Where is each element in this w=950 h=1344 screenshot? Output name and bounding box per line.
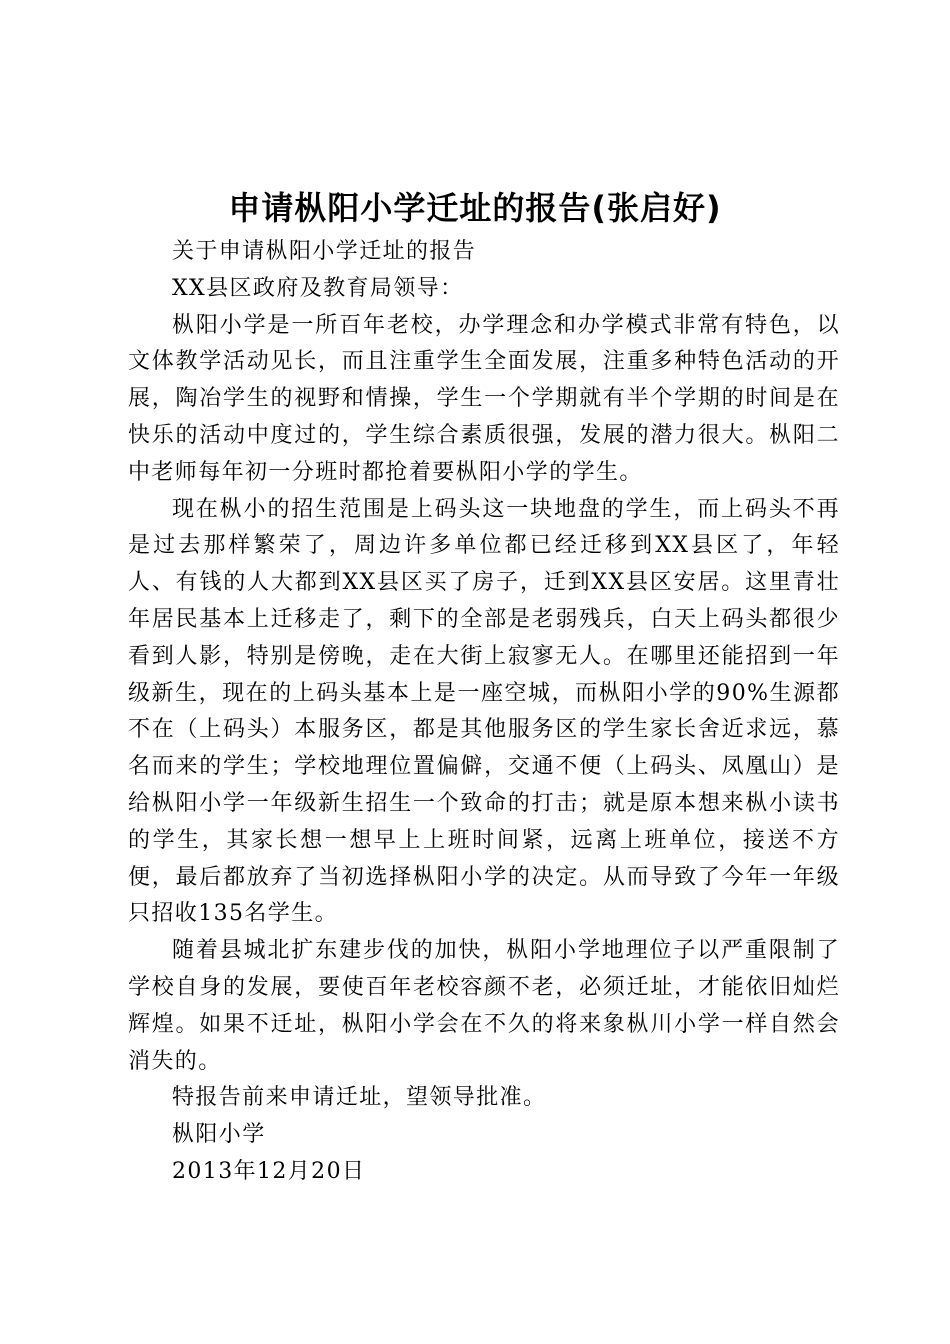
document-body bbox=[128, 234, 840, 1191]
subject-line: 关于申请枞阳小学迁址的报告 bbox=[172, 239, 477, 264]
document-title: 申请枞阳小学迁址的报告(张启好) bbox=[228, 189, 722, 227]
body-paragraph-2: 现在枞小的招生范围是上码头这一块地盘的学生，而上码头不再是过去那样繁荣了，周边许多单位都已经迁移到XX县区了，年轻人、有钱的人大都到XX县区买了房子，迁到XX县区安居。这里青壮年居民基本上迁移走了，剩下的全部是老弱残兵，白天上码头都很少看到人影，特别是傍晚，走在大街上寂寥无人。在哪里还能招到一年级新生，现在的上码头基本上是一座空城，而枞阳小学的90%生源都不在（上码头）本服务区，都是其他服务区的学生家长舍近求远，慕名而来的学生；学校地理位置偏僻，交通不便（上码头、凤凰山）是给枞阳小学一年级新生招生一个致命的打击；就是原本想来枞小读书的学生，其家长想一想早上上班时间紧，远离上班单位，接送不方便，最后都放弃了当初选择枞阳小学的决定。从而导致了今年一年级只招收135名学生。 bbox=[128, 496, 840, 927]
body-paragraph-1: 枞阳小学是一所百年老校，办学理念和办学模式非常有特色，以文体教学活动见长，而且注重学生全面发展，注重多种特色活动的开展，陶冶学生的视野和情操，学生一个学期就有半个学期的时间是在快乐的活动中度过的，学生综合素质很强，发展的潜力很大。枞阳二中老师每年初一分班时都抢着要枞阳小学的学生。 bbox=[128, 312, 840, 485]
signature-line: 枞阳小学 bbox=[172, 1122, 266, 1148]
body-paragraph-3: 随着县城北扩东建步伐的加快，枞阳小学地理位子以严重限制了学校自身的发展，要使百年老校容颜不老，必须迁址，才能依旧灿烂辉煌。如果不迁址，枞阳小学会在不久的将来象枞川小学一样自然会消失的。 bbox=[128, 938, 840, 1074]
date-line: 2013年12月20日 bbox=[172, 1158, 366, 1184]
closing-line: 特报告前来申请迁址，望领导批准。 bbox=[172, 1085, 547, 1111]
addressee-line: XX县区政府及教育局领导： bbox=[172, 275, 464, 301]
